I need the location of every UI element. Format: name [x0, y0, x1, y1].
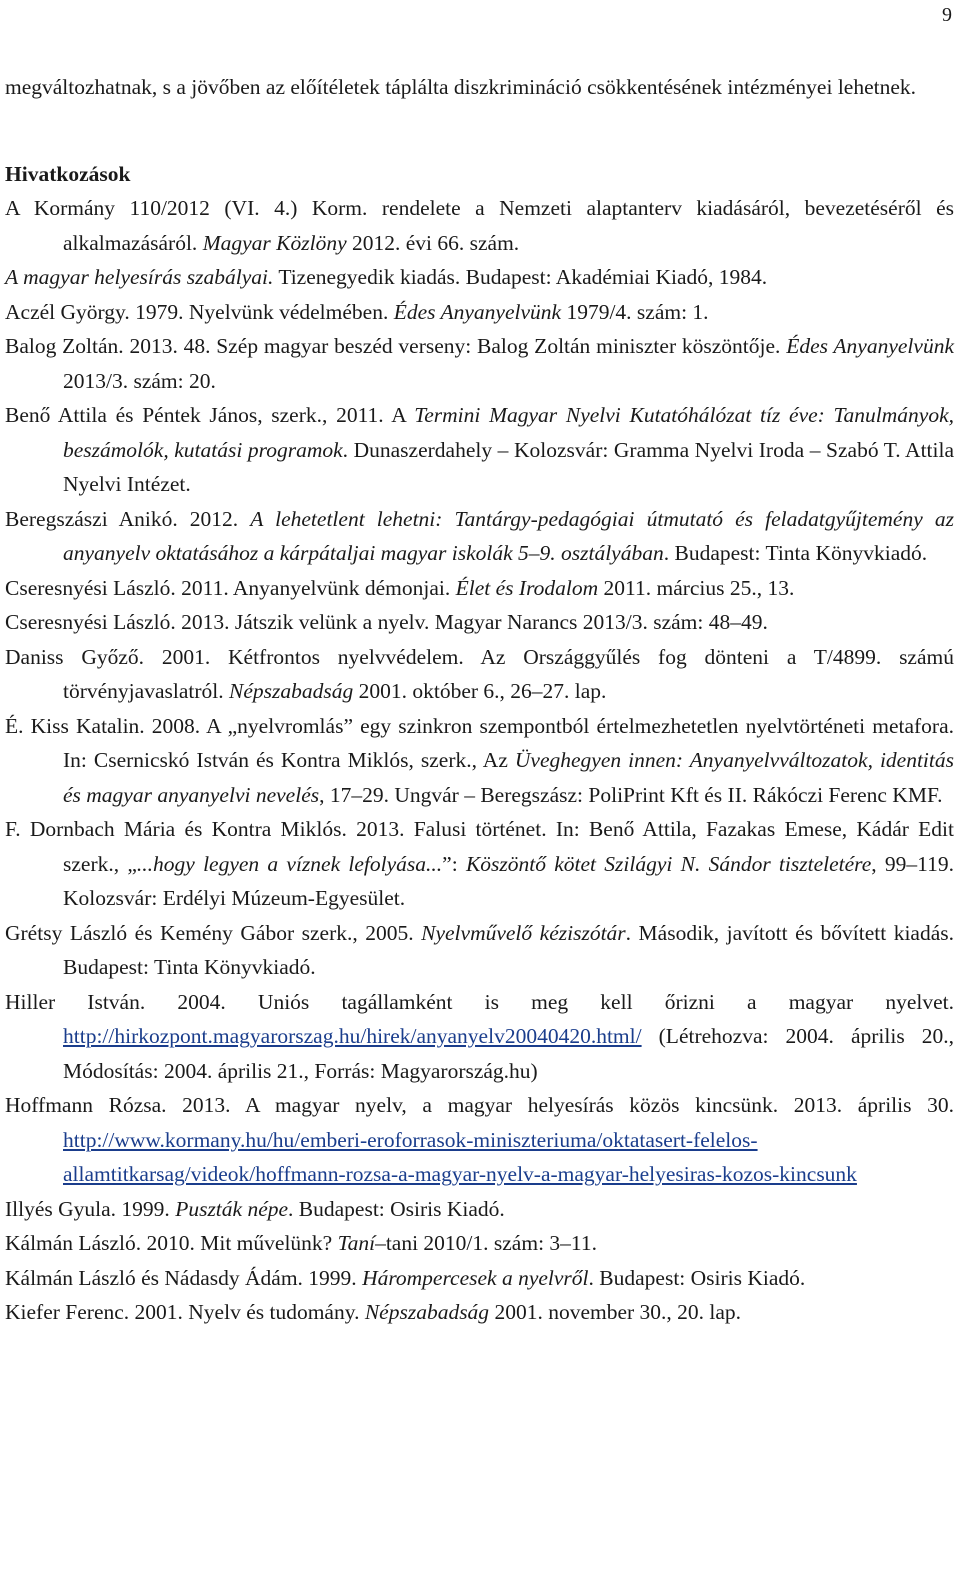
reference-text: 1979/4. szám: 1.	[561, 299, 709, 324]
reference-title-italic: A magyar helyesírás szabályai.	[5, 265, 274, 289]
intro-line-1: megváltozhatnak, s a jövőben az előítéletek táplálta diszkrimináció csökkentésének	[5, 75, 722, 99]
reference-entry	[5, 1295, 954, 1330]
reference-text: . Budapest: Tinta Könyvkiadó.	[663, 541, 928, 565]
reference-title-italic: Édes Anyanyelvünk	[786, 334, 954, 358]
reference-title-italic: Taní	[337, 1231, 376, 1255]
reference-text: Cseresnyési László. 2013. Játszik velünk a nyelv. Magyar Narancs 2013/3. szám: 48–49.	[5, 610, 768, 634]
document-body	[5, 70, 954, 1330]
reference-text: 2012. évi 66. szám.	[346, 230, 520, 255]
reference-text: 2001. november 30., 20. lap.	[489, 1300, 742, 1324]
reference-title-italic: A lehetetlent lehetni: Tantárgy-pedagógiai útmutató és fela	[250, 506, 798, 531]
reference-text: . Dunaszerdahely – Kolozsvár: Gramma Nyelvi Iroda – Szabó T. Attila Nyelvi Intézet.	[63, 437, 955, 496]
reference-title-italic: Termini Magyar Nyelvi Kutatóhálózat tíz éve: Tanulmányok, beszámolók, kutatási programok	[63, 403, 954, 462]
reference-text: Balog Zoltán. 2013. 48. Szép magyar beszéd verseny: Balog Zoltán miniszter köszöntője.	[5, 334, 787, 358]
reference-text: Kálmán László és Nádasdy Ádám. 1999.	[5, 1265, 363, 1290]
reference-title-italic: datgyűjtemény az anyanyelv oktatásához a kárpátaljai magyar iskolák 5–9. osztályában	[63, 506, 954, 565]
reference-text: 2001. október 6., 26–27. lap.	[353, 679, 607, 703]
reference-entry	[5, 329, 954, 398]
reference-title-italic: Élet és Irodalom	[455, 575, 599, 600]
reference-text: , 17–29. Ungvár – Beregszász: PoliPrint Kft és II. Rákóczi Ferenc KMF.	[319, 782, 943, 807]
reference-title-italic: Puszták népe	[175, 1196, 289, 1221]
reference-text: Illyés Gyula. 1999.	[5, 1196, 176, 1221]
reference-text: Aczél György. 1979. Nyelvünk védelmében.	[5, 299, 394, 324]
reference-entry	[5, 1088, 954, 1192]
reference-text: . Budapest: Osiris Kiadó.	[288, 1196, 505, 1221]
intro-line-2: intézményei lehetnek.	[727, 75, 917, 99]
reference-text: Daniss Győző. 2001. Kétfrontos nyelvvédelem. Az Országgyűlés fog dönteni a T/4899. számú törvényjavaslatról.	[5, 644, 954, 703]
reference-text: ”:	[442, 851, 466, 876]
reference-text: F. Dornbach Mária és Kontra Miklós. 2013. Falusi történet. In: Benő Attila, Fazakas Emese, Kádár Edit szerk., „	[5, 817, 954, 876]
reference-text: Hoffmann Rózsa. 2013. A magyar nyelv, a magyar helyesírás közös kincsünk. 2013. április 30.	[5, 1093, 954, 1117]
intro-paragraph	[5, 70, 954, 105]
reference-entry	[5, 812, 954, 916]
reference-url-link[interactable]: http://www.kormany.hu/hu/emberi-eroforrasok-miniszteriuma/oktatasert-felelos-allamtitkarsag/videok/hoffmann-rozsa-a-magyar-nyelv-a-magyar-helyesiras-kozos-kincsunk	[63, 1127, 857, 1186]
reference-entry	[5, 571, 954, 606]
reference-title-italic: Népszabadság	[364, 1300, 490, 1324]
reference-text: , 99–119. Kolozsvár: Erdélyi Múzeum-Egyesület.	[63, 851, 954, 910]
reference-entry	[5, 398, 954, 502]
reference-entry	[5, 916, 954, 985]
reference-entry	[5, 260, 954, 295]
reference-entry	[5, 985, 954, 1089]
reference-text: Grétsy László és Kemény Gábor szerk., 2005.	[5, 920, 422, 945]
reference-entry	[5, 1226, 954, 1261]
reference-title-italic: Népszabadság	[228, 679, 354, 703]
reference-entry	[5, 295, 954, 330]
reference-entry	[5, 709, 954, 813]
reference-text: É. Kiss Katalin. 2008. A „nyelvromlás” egy szinkron szempontból értelmezhetetlen nyelvtörténeti metafora. In: Csernicskó István és Kontra Miklós, szerk., Az	[5, 713, 954, 772]
reference-title-italic: Hárompercesek a nyelvről	[362, 1265, 589, 1290]
reference-entry	[5, 1192, 954, 1227]
reference-text: 2013/3. szám: 20.	[63, 368, 216, 393]
reference-entry	[5, 191, 954, 260]
reference-title-italic: Édes Anyanyelvünk	[393, 299, 562, 324]
reference-text: Benő Attila és Péntek János, szerk., 2011. A	[5, 403, 415, 427]
reference-text: 2011. március 25., 13.	[598, 575, 795, 600]
reference-text: Hiller István. 2004. Uniós tagállamként is meg kell őrizni a magyar nyelvet.	[5, 989, 954, 1014]
reference-title-italic: Köszöntő kötet Szilágyi N. Sándor tiszteletére	[465, 851, 872, 876]
page-number: 9	[942, 4, 952, 26]
reference-entry	[5, 502, 954, 571]
reference-list	[5, 191, 954, 1330]
reference-text: Kiefer Ferenc. 2001. Nyelv és tudomány.	[5, 1300, 365, 1324]
reference-title-italic: Üveghegyen innen: Anyanyelvváltozatok, identitás és magyar anyanyelvi nevelés	[63, 748, 954, 807]
reference-title-italic: ...hogy legyen a víznek lefolyása...	[136, 851, 443, 876]
reference-entry	[5, 605, 954, 640]
reference-title-italic: Magyar Közlöny	[202, 230, 347, 255]
reference-text: (Létrehozva: 2004. április 20., Módosítás: 2004. április 21., Forrás: Magyarország.hu)	[63, 1024, 954, 1083]
reference-text: Cseresnyési László. 2011. Anyanyelvünk démonjai.	[5, 575, 456, 600]
reference-title-italic: Nyelvművelő kéziszótár	[421, 920, 626, 945]
reference-text: Beregszászi Anikó. 2012.	[5, 506, 251, 531]
references-heading: Hivatkozások	[5, 161, 131, 186]
reference-text: –tani 2010/1. szám: 3–11.	[375, 1231, 598, 1255]
reference-text: Tizenegyedik kiadás. Budapest: Akadémiai Kiadó, 1984.	[273, 265, 768, 289]
reference-text: A Kormány 110/2012 (VI. 4.) Korm. rendelete a Nemzeti alaptanterv kiadásáról, bevezetéséről és alkalmazásáról.	[5, 196, 954, 255]
reference-url-link[interactable]: http://hirkozpont.magyarorszag.hu/hirek/anyanyelv20040420.html/	[63, 1024, 642, 1048]
reference-text: . Budapest: Osiris Kiadó.	[588, 1265, 806, 1290]
reference-entry	[5, 1261, 954, 1296]
reference-text: Kálmán László. 2010. Mit művelünk?	[5, 1231, 338, 1255]
reference-text: . Második, javított és bővített kiadás. Budapest: Tinta Könyvkiadó.	[63, 920, 955, 979]
reference-entry	[5, 640, 954, 709]
